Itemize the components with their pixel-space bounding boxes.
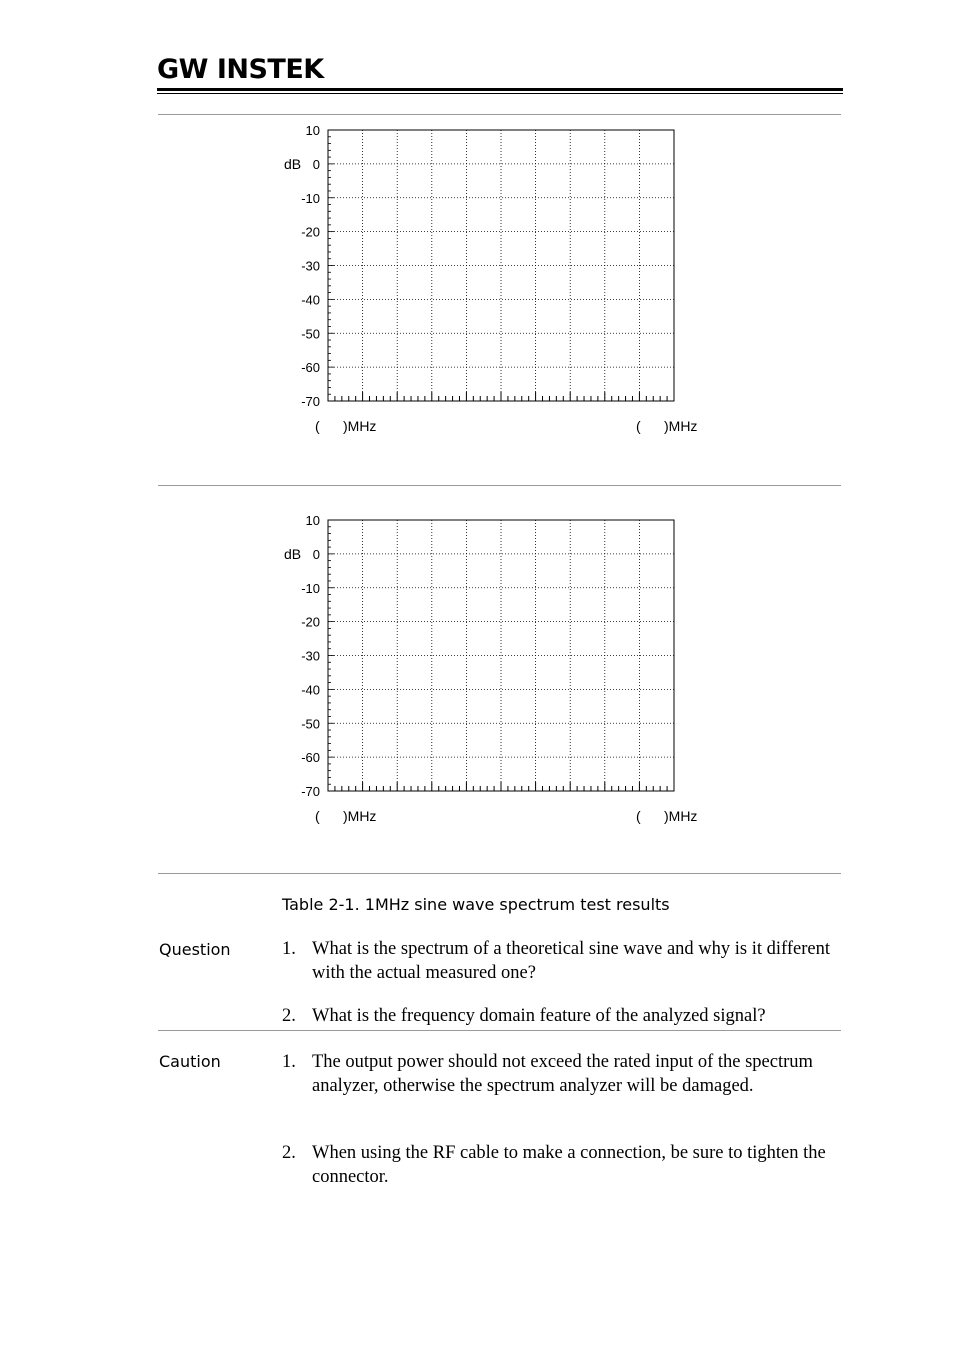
y-tick-label: -30 [301, 648, 320, 664]
y-tick-label: -30 [301, 258, 320, 274]
gw-instek-logo [157, 52, 327, 84]
caution-item [282, 1050, 842, 1098]
y-axis-label: dB [284, 155, 302, 172]
divider [158, 1030, 841, 1031]
y-tick-label: -50 [301, 326, 320, 342]
x-end-label: ( )MHz [636, 808, 698, 824]
y-tick-label: -10 [301, 190, 320, 206]
item-number: 1. [282, 939, 296, 959]
question-item [282, 937, 842, 985]
divider [158, 873, 841, 874]
y-tick-label: -20 [301, 224, 320, 240]
x-start-label: ( )MHz [315, 808, 377, 824]
y-tick-label: -70 [301, 394, 320, 409]
divider [158, 485, 841, 486]
y-tick-label: -40 [301, 682, 320, 698]
y-tick-label: 10 [305, 123, 320, 138]
y-tick-label: 0 [312, 156, 320, 172]
chart-svg [270, 118, 720, 438]
divider [158, 114, 841, 115]
x-end-label: ( )MHz [636, 418, 698, 434]
y-tick-label: -40 [301, 292, 320, 308]
item-text: When using the RF cable to make a connection, be sure to tighten the connector. [312, 1143, 826, 1187]
caution-item [282, 1141, 842, 1189]
y-tick-label: 0 [312, 546, 320, 562]
y-tick-label: -50 [301, 716, 320, 732]
y-tick-label: -70 [301, 784, 320, 799]
y-tick-label: -20 [301, 614, 320, 630]
spectrum-chart-2 [270, 508, 720, 828]
question-item [282, 1004, 842, 1028]
header-rule [157, 88, 843, 91]
y-tick-label: -60 [301, 750, 320, 766]
item-number: 2. [282, 1143, 296, 1163]
chart-svg [270, 508, 720, 828]
item-text: The output power should not exceed the rated input of the spectrum analyzer, otherwise the spectrum analyzer will be damaged. [312, 1052, 813, 1096]
item-number: 1. [282, 1052, 296, 1072]
logo-text: GW INSTEK [157, 54, 324, 84]
table-caption: Table 2-1. 1MHz sine wave spectrum test results [282, 895, 670, 914]
item-number: 2. [282, 1006, 296, 1026]
header-rule-thin [157, 93, 843, 94]
x-start-label: ( )MHz [315, 418, 377, 434]
question-label: Question [159, 940, 231, 959]
caution-label: Caution [159, 1052, 221, 1071]
spectrum-chart-1 [270, 118, 720, 438]
item-text: What is the frequency domain feature of the analyzed signal? [312, 1006, 766, 1026]
item-text: What is the spectrum of a theoretical sine wave and why is it different with the actual measured one? [312, 939, 830, 983]
y-axis-label: dB [284, 545, 302, 562]
y-tick-label: -10 [301, 580, 320, 596]
y-tick-label: 10 [305, 513, 320, 528]
y-tick-label: -60 [301, 360, 320, 376]
